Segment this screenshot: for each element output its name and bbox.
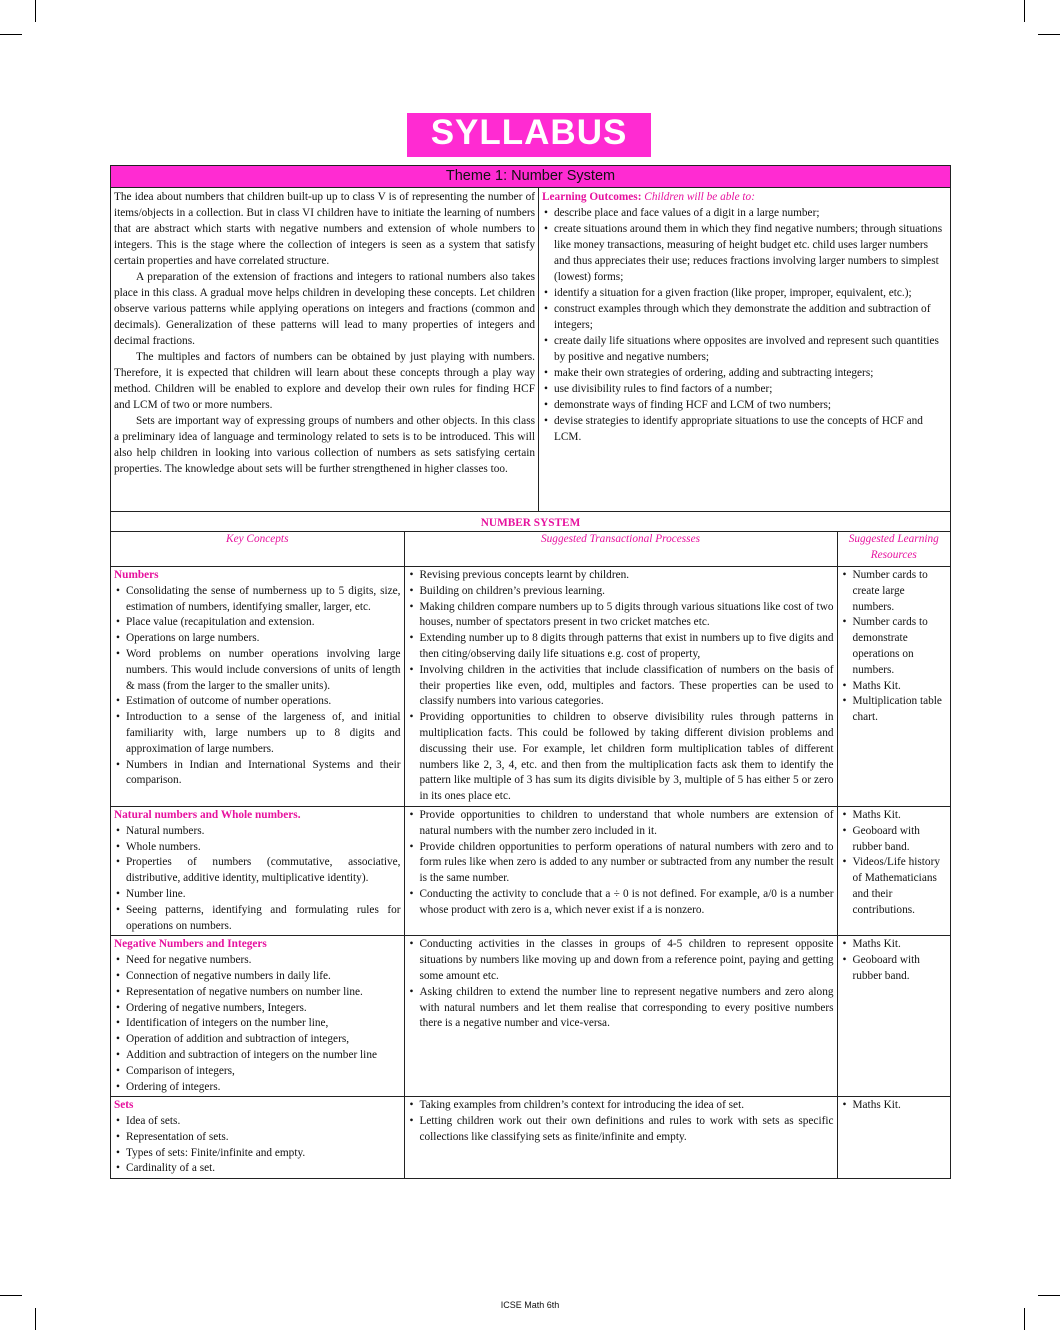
table-body bbox=[111, 567, 950, 1179]
learning-outcomes-subtitle: Children will be able to: bbox=[644, 191, 755, 203]
concept-item: • Types of sets: Finite/infinite and empty. bbox=[114, 1146, 401, 1162]
resource-item: • Geoboard with rubber band. bbox=[841, 824, 948, 856]
resources-cell bbox=[837, 567, 950, 807]
learning-outcomes bbox=[539, 188, 950, 511]
processes-cell bbox=[404, 806, 837, 935]
processes-cell bbox=[404, 936, 837, 1097]
process-item: • Asking children to extend the number line to represent negative numbers and zero along with natural numbers and let them realise that corresponding to every positive numbers there is a negative number and vice-versa. bbox=[408, 985, 834, 1032]
resource-item: • Maths Kit. bbox=[841, 937, 948, 953]
resource-list bbox=[841, 568, 948, 726]
concept-item: • Seeing patterns, identifying and formulating rules for operations on numbers. bbox=[114, 903, 401, 935]
concept-item: • Ordering of negative numbers, Integers. bbox=[114, 1001, 401, 1017]
key-concepts-cell bbox=[111, 1097, 404, 1178]
process-item: • Conducting the activity to conclude that a ÷ 0 is not defined. For example, a/0 is a number whose product with zero is a, which never exist if a is nonzero. bbox=[408, 887, 834, 919]
section-title: NUMBER SYSTEM bbox=[111, 515, 950, 532]
concept-item: • Connection of negative numbers in daily life. bbox=[114, 969, 401, 985]
resource-item: • Multiplication table chart. bbox=[841, 694, 948, 726]
outcome-item: • create daily life situations where opposites are involved and represent such quantities by positive and negative numbers; bbox=[542, 333, 947, 365]
resource-item: • Maths Kit. bbox=[841, 679, 948, 695]
concept-item: • Numbers in Indian and International Systems and their comparison. bbox=[114, 758, 401, 790]
process-item: • Making children compare numbers up to 5 digits through various situations like cost of two houses, number of spectators present in two cricket matches etc. bbox=[408, 600, 834, 632]
concept-item: • Need for negative numbers. bbox=[114, 953, 401, 969]
outcome-item: • demonstrate ways of finding HCF and LCM of two numbers; bbox=[542, 397, 947, 413]
resource-list bbox=[841, 937, 948, 984]
concept-item: • Identification of integers on the number line, bbox=[114, 1016, 401, 1032]
crop-mark bbox=[35, 1308, 36, 1330]
process-item: • Conducting activities in the classes in groups of 4-5 children to represent opposite situations by numbers like moving up and down from a reference point, paying and getting some amount etc. bbox=[408, 937, 834, 984]
column-header-key-concepts: Key Concepts bbox=[111, 532, 404, 567]
concept-item: • Operations on large numbers. bbox=[114, 631, 401, 647]
concept-item: • Place value (recapitulation and extension. bbox=[114, 615, 401, 631]
concept-item: • Introduction to a sense of the largeness of, and initial familiarity with, large numbers up to 8 digits and approximation of large numbers. bbox=[114, 710, 401, 757]
outcome-item: • identify a situation for a given fraction (like proper, improper, equivalent, etc.); bbox=[542, 285, 947, 301]
key-concepts-cell bbox=[111, 936, 404, 1097]
concept-item: • Consolidating the sense of numberness up to 5 digits, size, estimation of numbers, identifying smaller, larger, etc. bbox=[114, 584, 401, 616]
outcome-item: • describe place and face values of a digit in a large number; bbox=[542, 205, 947, 221]
processes-cell bbox=[404, 1097, 837, 1178]
concept-item: • Operation of addition and subtraction of integers, bbox=[114, 1032, 401, 1048]
table-row bbox=[111, 936, 950, 1097]
concept-heading: Negative Numbers and Integers bbox=[114, 938, 267, 951]
concept-item: • Word problems on number operations involving large numbers. This would include conversions of units of length & mass (from the larger to the smaller units). bbox=[114, 647, 401, 694]
crop-mark bbox=[1024, 1308, 1025, 1330]
process-item: • Extending number up to 8 digits through patterns that exist in numbers up to five digits and then citing/observing daily life situations e.g. cost of property, bbox=[408, 631, 834, 663]
key-concepts-cell bbox=[111, 806, 404, 935]
process-list bbox=[408, 568, 834, 805]
concept-item: • Properties of numbers (commutative, associative, distributive, additive identity, multiplicative identity). bbox=[114, 855, 401, 887]
table-header-row bbox=[111, 532, 950, 567]
table-row bbox=[111, 567, 950, 807]
concept-item: • Ordering of integers. bbox=[114, 1080, 401, 1096]
resource-item: • Videos/Life history of Mathematicians and their contributions. bbox=[841, 855, 948, 918]
concept-item: • Representation of sets. bbox=[114, 1130, 401, 1146]
process-item: • Revising previous concepts learnt by children. bbox=[408, 568, 834, 584]
page-title: SYLLABUS bbox=[430, 113, 628, 152]
resources-cell bbox=[837, 806, 950, 935]
intro-paragraph: The multiples and factors of numbers can be obtained by just playing with numbers. Therefore, it is expected that children will learn about these concepts through a play way method. Children will be enabled to explore and develop their own rules for finding HCF and LCM of two or more numbers. bbox=[114, 351, 535, 411]
intro-paragraph: Sets are important way of expressing groups of numbers and other objects. In this class a preliminary idea of language and terminology related to sets is to be introduced. This will also help children in looking into various collection of numbers as sets satisfying certain properties. The knowledge about sets will be further strengthened in higher classes too. bbox=[114, 415, 535, 475]
concept-item: • Estimation of outcome of number operations. bbox=[114, 694, 401, 710]
process-item: • Taking examples from children’s context for introducing the idea of set. bbox=[408, 1098, 834, 1114]
concept-list bbox=[114, 584, 401, 789]
crop-mark bbox=[35, 0, 36, 22]
concept-item: • Representation of negative numbers on number line. bbox=[114, 985, 401, 1001]
process-item: • Involving children in the activities that include classification of numbers on the basis of their properties like even, odd, multiples and factors. These properties can be used to classify numbers into various categories. bbox=[408, 663, 834, 710]
concept-item: • Natural numbers. bbox=[114, 824, 401, 840]
concept-item: • Addition and subtraction of integers on the number line bbox=[114, 1048, 401, 1064]
learning-outcomes-header bbox=[542, 189, 947, 205]
concept-heading: Sets bbox=[114, 1099, 134, 1112]
column-header-resources: Suggested Learning Resources bbox=[837, 532, 950, 567]
resource-item: • Number cards to demonstrate operations on numbers. bbox=[841, 615, 948, 678]
concept-heading: Numbers bbox=[114, 569, 159, 581]
crop-mark bbox=[0, 34, 22, 35]
process-list bbox=[408, 808, 834, 919]
concept-item: • Whole numbers. bbox=[114, 840, 401, 856]
resource-item: • Geoboard with rubber band. bbox=[841, 953, 948, 985]
concept-list bbox=[114, 824, 401, 935]
resource-item: • Maths Kit. bbox=[841, 1098, 948, 1114]
intro-paragraph: A preparation of the extension of fractions and integers to rational numbers also takes place in this class. A gradual move helps children in developing these concepts. Let children observe various patterns while applying operations on integers and fractions (common and decimals). Generalization of these patterns will lead to many properties of integers and decimal fractions. bbox=[114, 271, 535, 347]
process-item: • Providing opportunities to children to observe divisibility rules through patterns in multiplication facts. This could be followed by taking different division problems and discussing their use. For example, let children form multiplication tables of different numbers like 2, 3, 4, etc. and then from the multiplication facts ask them to identify the pattern like multiple of 3 has sum its digits divisible by 3, multiple of 5 has either 5 or zero in its ones place etc. bbox=[408, 710, 834, 805]
resource-item: • Number cards to create large numbers. bbox=[841, 568, 948, 615]
concept-list bbox=[114, 953, 401, 1095]
resources-cell bbox=[837, 936, 950, 1097]
outcomes-list bbox=[542, 205, 947, 445]
key-concepts-cell bbox=[111, 567, 404, 807]
resource-list bbox=[841, 1098, 948, 1114]
concept-heading: Natural numbers and Whole numbers. bbox=[114, 808, 301, 821]
learning-outcomes-title: Learning Outcomes: bbox=[542, 191, 642, 203]
syllabus-sheet bbox=[110, 165, 951, 1179]
crop-mark bbox=[1024, 0, 1025, 22]
outcome-item: • create situations around them in which they find negative numbers; through situations like money transactions, measuring of height budget etc. child uses larger numbers and thus appreciates their use; reduces fractions involving larger numbers to simplest (lowest) forms; bbox=[542, 221, 947, 285]
outcome-item: • construct examples through which they demonstrate the addition and subtraction of integers; bbox=[542, 301, 947, 333]
process-list bbox=[408, 1098, 834, 1145]
resource-item: • Maths Kit. bbox=[841, 808, 948, 824]
resources-cell bbox=[837, 1097, 950, 1178]
outcome-item: • devise strategies to identify appropriate situations to use the concepts of HCF and LCM. bbox=[542, 413, 947, 445]
process-list bbox=[408, 937, 834, 1032]
process-item: • Provide children opportunities to perform operations of natural numbers with zero and to form rules like when zero is added to any number or subtracted from any number the result is the same number. bbox=[408, 840, 834, 887]
column-header-processes: Suggested Transactional Processes bbox=[404, 532, 837, 567]
outcome-item: • use divisibility rules to find factors of a number; bbox=[542, 381, 947, 397]
crop-mark bbox=[1038, 1295, 1060, 1296]
concept-item: • Comparison of integers, bbox=[114, 1064, 401, 1080]
concept-list bbox=[114, 1114, 401, 1177]
page-footer: ICSE Math 6th bbox=[500, 1300, 560, 1310]
crop-mark bbox=[0, 1295, 22, 1296]
crop-mark bbox=[1038, 34, 1060, 35]
intro-section bbox=[111, 188, 950, 512]
number-system-table bbox=[111, 532, 950, 1178]
concept-item: • Number line. bbox=[114, 887, 401, 903]
page-title-box bbox=[407, 113, 651, 157]
outcome-item: • make their own strategies of ordering, adding and subtracting integers; bbox=[542, 365, 947, 381]
concept-item: • Cardinality of a set. bbox=[114, 1161, 401, 1177]
process-item: • Letting children work out their own definitions and rules to work with sets as specific collections like classifying sets as finite/infinite and empty. bbox=[408, 1114, 834, 1146]
process-item: • Provide opportunities to children to understand that whole numbers are extension of natural numbers with the number zero included in it. bbox=[408, 808, 834, 840]
process-item: • Building on children’s previous learning. bbox=[408, 584, 834, 600]
concept-item: • Idea of sets. bbox=[114, 1114, 401, 1130]
table-row bbox=[111, 1097, 950, 1178]
intro-paragraph: The idea about numbers that children built-up up to class V is of representing the number of items/objects in a collection. But in class VI children have to initiate the learning of numbers that are abstract which starts with negative numbers and extension of whole numbers to integers. This is the stage where the collection of integers is seen as a system that satisfy certain properties and have correlated structure. bbox=[114, 191, 535, 267]
processes-cell bbox=[404, 567, 837, 807]
title-underline bbox=[407, 155, 651, 157]
table-row bbox=[111, 806, 950, 935]
theme-heading: Theme 1: Number System bbox=[111, 166, 950, 188]
resource-list bbox=[841, 808, 948, 919]
intro-text bbox=[111, 188, 539, 511]
